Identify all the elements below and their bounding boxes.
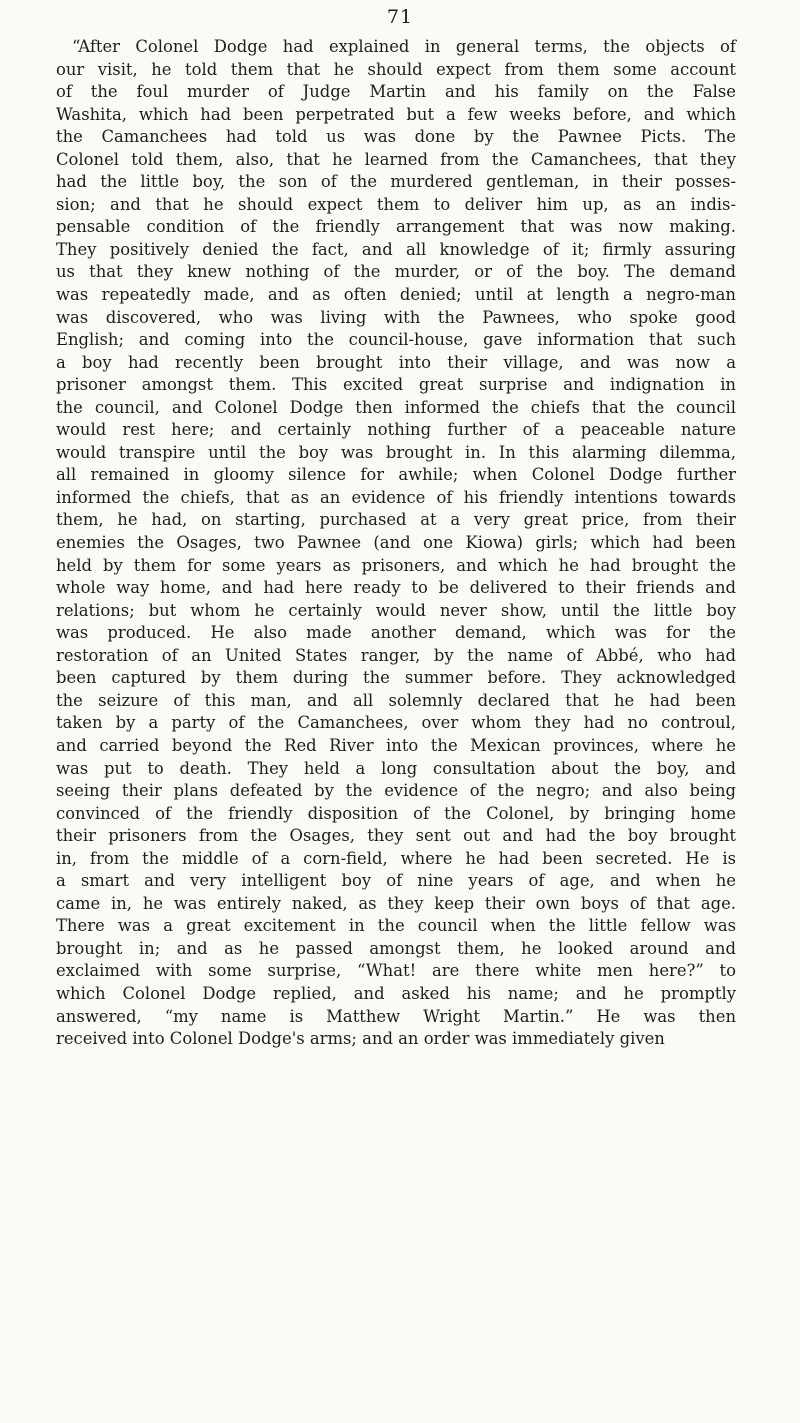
text-line: all remained in gloomy silence for awhile; when Colonel Dodge further <box>56 465 736 485</box>
text-line: English; and coming into the council-house, gave information that such <box>56 330 736 350</box>
text-line: their prisoners from the Osages, they sent out and had the boy brought <box>56 826 736 846</box>
text-line: Colonel told them, also, that he learned from the Camanchees, that they <box>56 149 736 169</box>
text-line: restoration of an United States ranger, by the name of Abbé, who had <box>56 645 736 665</box>
text-line: would rest here; and certainly nothing further of a peaceable nature <box>56 420 736 440</box>
text-line: pensable condition of the friendly arrangement that was now making. <box>56 217 736 237</box>
text-line: of the foul murder of Judge Martin and his family on the False <box>56 82 736 102</box>
text-line: was put to death. They held a long consultation about the boy, and <box>56 758 736 778</box>
text-line: the council, and Colonel Dodge then informed the chiefs that the council <box>56 397 736 417</box>
text-line: enemies the Osages, two Pawnee (and one Kiowa) girls; which had been <box>56 533 736 553</box>
text-line: “After Colonel Dodge had explained in general terms, the objects of <box>72 37 736 56</box>
page-number: 71 <box>386 6 414 28</box>
text-line: brought in; and as he passed amongst them, he looked around and <box>56 938 736 958</box>
text-line: in, from the middle of a corn-field, where he had been secreted. He is <box>56 848 736 868</box>
text-line: They positively denied the fact, and all knowledge of it; firmly assuring <box>56 239 736 259</box>
text-line: and carried beyond the Red River into the Mexican provinces, where he <box>56 735 736 755</box>
text-line: came in, he was entirely naked, as they keep their own boys of that age. <box>56 893 736 913</box>
text-line: convinced of the friendly disposition of the Colonel, by bringing home <box>56 803 736 823</box>
text-line: which Colonel Dodge replied, and asked his name; and he promptly <box>56 983 736 1003</box>
text-line: a smart and very intelligent boy of nine years of age, and when he <box>56 871 736 891</box>
text-line: had the little boy, the son of the murdered gentleman, in their posses- <box>56 172 736 192</box>
text-line: them, he had, on starting, purchased at a very great price, from their <box>56 510 736 530</box>
text-line: whole way home, and had here ready to be delivered to their friends and <box>56 578 736 598</box>
text-line: seeing their plans defeated by the evidence of the negro; and also being <box>56 781 736 801</box>
text-line: answered, “my name is Matthew Wright Martin.” He was then <box>56 1006 736 1026</box>
text-line: Washita, which had been perpetrated but a few weeks before, and which <box>56 104 736 124</box>
text-line: exclaimed with some surprise, “What! are there white men here?” to <box>56 961 736 981</box>
text-line: relations; but whom he certainly would never show, until the little boy <box>56 600 736 620</box>
text-line: a boy had recently been brought into their village, and was now a <box>56 352 736 372</box>
text-line: was discovered, who was living with the Pawnees, who spoke good <box>56 307 736 327</box>
text-line: been captured by them during the summer before. They acknowledged <box>56 668 736 688</box>
text-line: would transpire until the boy was brought in. In this alarming dilemma, <box>56 442 736 462</box>
text-line: was produced. He also made another demand, which was for the <box>56 623 736 643</box>
body-text <box>56 36 736 1051</box>
text-line: held by them for some years as prisoners, and which he had brought the <box>56 555 736 575</box>
text-line: our visit, he told them that he should expect from them some account <box>56 59 736 79</box>
text-line: There was a great excitement in the council when the little fellow was <box>56 916 736 936</box>
text-line: was repeatedly made, and as often denied; until at length a negro-man <box>56 285 736 305</box>
text-line: sion; and that he should expect them to deliver him up, as an indis- <box>56 194 736 214</box>
text-line: taken by a party of the Camanchees, over whom they had no controul, <box>56 713 736 733</box>
text-line: the Camanchees had told us was done by the Pawnee Picts. The <box>56 127 736 147</box>
text-line: the seizure of this man, and all solemnly declared that he had been <box>56 690 736 710</box>
text-line: us that they knew nothing of the murder, or of the boy. The demand <box>56 262 736 282</box>
text-line: received into Colonel Dodge's arms; and an order was immediately given <box>56 1029 665 1049</box>
text-line: informed the chiefs, that as an evidence of his friendly intentions towards <box>56 487 736 507</box>
text-line: prisoner amongst them. This excited great surprise and indignation in <box>56 375 736 395</box>
